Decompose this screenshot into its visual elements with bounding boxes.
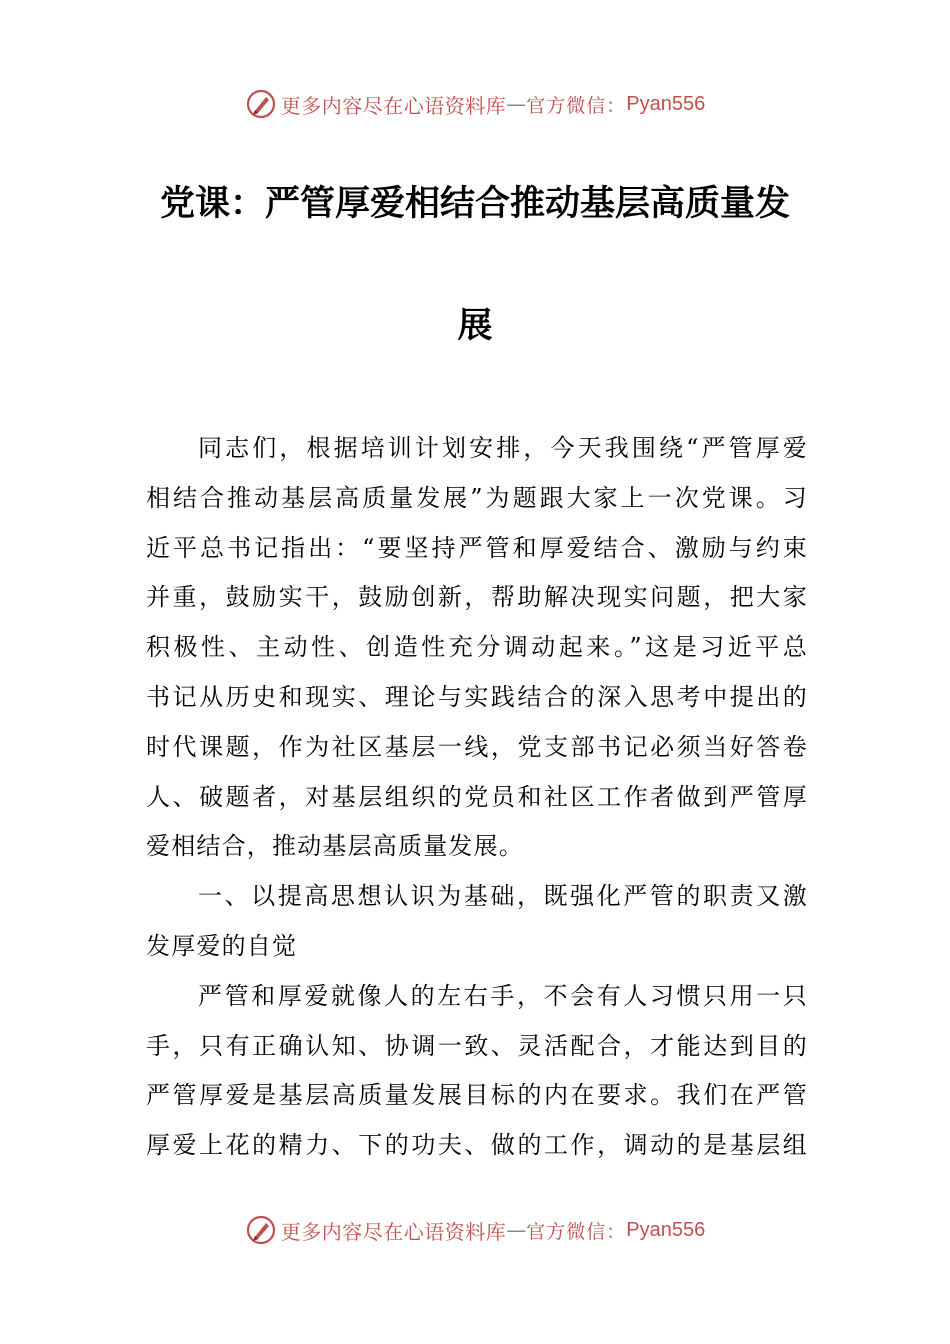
watermark-wechat-id: Pyan556 [626, 92, 706, 115]
watermark-wechat-label: 官方微信： [526, 94, 627, 117]
body-line: 爱相结合，推动基层高质量发展。 [146, 832, 524, 861]
section-heading-line: 一、以提高思想认识为基础，既强化严管的职责又激 [198, 882, 808, 911]
document-title-line-1: 党课：严管厚爱相结合推动基层高质量发 [159, 184, 790, 224]
watermark-dash: — [506, 92, 527, 116]
footer-watermark [0, 1212, 950, 1248]
body-line: 时代课题，作为社区基层一线，党支部书记必须当好答卷 [146, 732, 808, 761]
watermark-wechat-label: 官方微信： [526, 1220, 627, 1243]
body-line: 同志们，根据培训计划安排，今天我围绕“严管厚爱 [198, 434, 808, 462]
body-line: 积极性、主动性、创造性充分调动起来。”这是习近平总 [146, 633, 808, 662]
body-line: 人、破题者，对基层组织的党员和社区工作者做到严管厚 [146, 782, 808, 811]
pen-circle-logo-icon [245, 88, 277, 120]
body-line: 相结合推动基层高质量发展”为题跟大家上一次党课。习 [146, 483, 808, 512]
watermark-text: 更多内容尽在心语资料库 [280, 93, 507, 118]
body-line: 厚爱上花的精力、下的功夫、做的工作，调动的是基层组 [146, 1131, 808, 1160]
watermark-dash: — [506, 1218, 527, 1242]
body-line: 严管厚爱是基层高质量发展目标的内在要求。我们在严管 [146, 1081, 808, 1110]
header-watermark [0, 86, 950, 122]
body-line: 手，只有正确认知、协调一致、灵活配合，才能达到目的 [146, 1031, 808, 1060]
section-heading-line: 发厚爱的自觉 [146, 931, 298, 960]
body-line: 书记从历史和现实、理论与实践结合的深入思考中提出的 [146, 682, 808, 711]
watermark-wechat-id: Pyan556 [626, 1218, 706, 1241]
body-line: 严管和厚爱就像人的左右手，不会有人习惯只用一只 [198, 981, 808, 1010]
body-line: 并重，鼓励实干，鼓励创新，帮助解决现实问题，把大家 [146, 583, 808, 612]
document-title-line-2: 展 [457, 306, 493, 346]
pen-circle-logo-icon [245, 1214, 277, 1246]
document-body [146, 424, 808, 1171]
watermark-text: 更多内容尽在心语资料库 [280, 1219, 507, 1244]
body-line: 近平总书记指出：“要坚持严管和厚爱结合、激励与约束 [146, 533, 808, 562]
